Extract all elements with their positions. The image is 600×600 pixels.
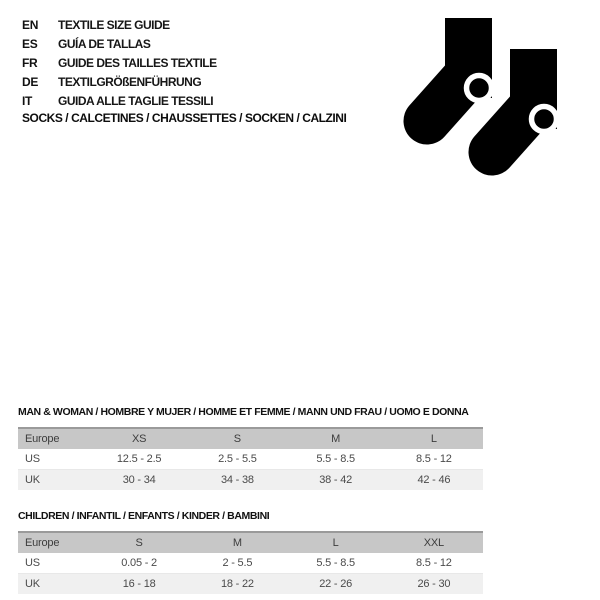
- column-header: L: [430, 433, 437, 445]
- size-cell: 12.5 - 2.5: [116, 453, 162, 465]
- language-row: [22, 15, 217, 34]
- language-row: [22, 53, 217, 72]
- column-header: M: [331, 433, 341, 445]
- language-code: IT: [22, 94, 33, 109]
- column-header: M: [232, 537, 242, 549]
- table-row: [18, 449, 483, 470]
- region-label: UK: [25, 474, 40, 486]
- size-cell: 2.5 - 5.5: [218, 453, 257, 465]
- column-header: Europe: [25, 537, 60, 549]
- children-size-table: [18, 510, 483, 594]
- language-row: [22, 34, 217, 53]
- region-label: US: [25, 453, 40, 465]
- size-cell: 2 - 5.5: [222, 557, 253, 569]
- table-row: [18, 574, 483, 595]
- size-cell: 30 - 34: [122, 474, 156, 486]
- table-header-row: [18, 428, 483, 449]
- language-title: GUIDE DES TAILLES TEXTILE: [58, 55, 217, 70]
- size-table: [18, 531, 483, 594]
- table-row: [18, 470, 483, 491]
- language-list: [22, 15, 217, 111]
- table-header-row: [18, 532, 483, 553]
- size-cell: 18 - 22: [220, 578, 254, 590]
- region-label: UK: [25, 578, 40, 590]
- category-title: SOCKS / CALCETINES / CHAUSSETTES / SOCKEN / CALZINI: [22, 111, 347, 125]
- column-header: S: [233, 433, 241, 445]
- language-code: ES: [22, 36, 38, 51]
- language-title: TEXTILGRÖßENFÜHRUNG: [58, 75, 202, 90]
- size-table: [18, 427, 483, 490]
- column-header: Europe: [25, 433, 60, 445]
- column-header: XS: [131, 433, 147, 445]
- column-header: L: [332, 537, 339, 549]
- size-cell: 0.05 - 2: [121, 557, 157, 569]
- language-code: EN: [22, 17, 39, 32]
- size-cell: 38 - 42: [319, 474, 353, 486]
- size-cell: 8.5 - 12: [416, 453, 452, 465]
- size-cell: 8.5 - 12: [416, 557, 452, 569]
- size-cell: 34 - 38: [220, 474, 254, 486]
- language-title: GUÍA DE TALLAS: [58, 36, 151, 51]
- size-cell: 16 - 18: [122, 578, 156, 590]
- language-code: FR: [22, 55, 38, 70]
- table-row: [18, 553, 483, 574]
- size-cell: 5.5 - 8.5: [316, 453, 355, 465]
- size-cell: 22 - 26: [319, 578, 353, 590]
- language-title: TEXTILE SIZE GUIDE: [58, 17, 170, 32]
- language-code: DE: [22, 75, 39, 90]
- socks-icon: [395, 5, 580, 190]
- column-header: S: [135, 537, 143, 549]
- table-title: CHILDREN / INFANTIL / ENFANTS / KINDER / BAMBINI: [18, 510, 270, 522]
- region-label: US: [25, 557, 40, 569]
- table-title: MAN & WOMAN / HOMBRE Y MUJER / HOMME ET FEMME / MANN UND FRAU / UOMO E DONNA: [18, 406, 469, 418]
- column-header: XXL: [423, 537, 444, 549]
- language-row: [22, 73, 217, 92]
- adults-size-table: [18, 406, 483, 490]
- language-title: GUIDA ALLE TAGLIE TESSILI: [58, 94, 214, 109]
- size-cell: 26 - 30: [417, 578, 451, 590]
- sock-right: [492, 49, 557, 152]
- size-cell: 42 - 46: [417, 474, 451, 486]
- size-cell: 5.5 - 8.5: [316, 557, 355, 569]
- language-row: [22, 92, 217, 111]
